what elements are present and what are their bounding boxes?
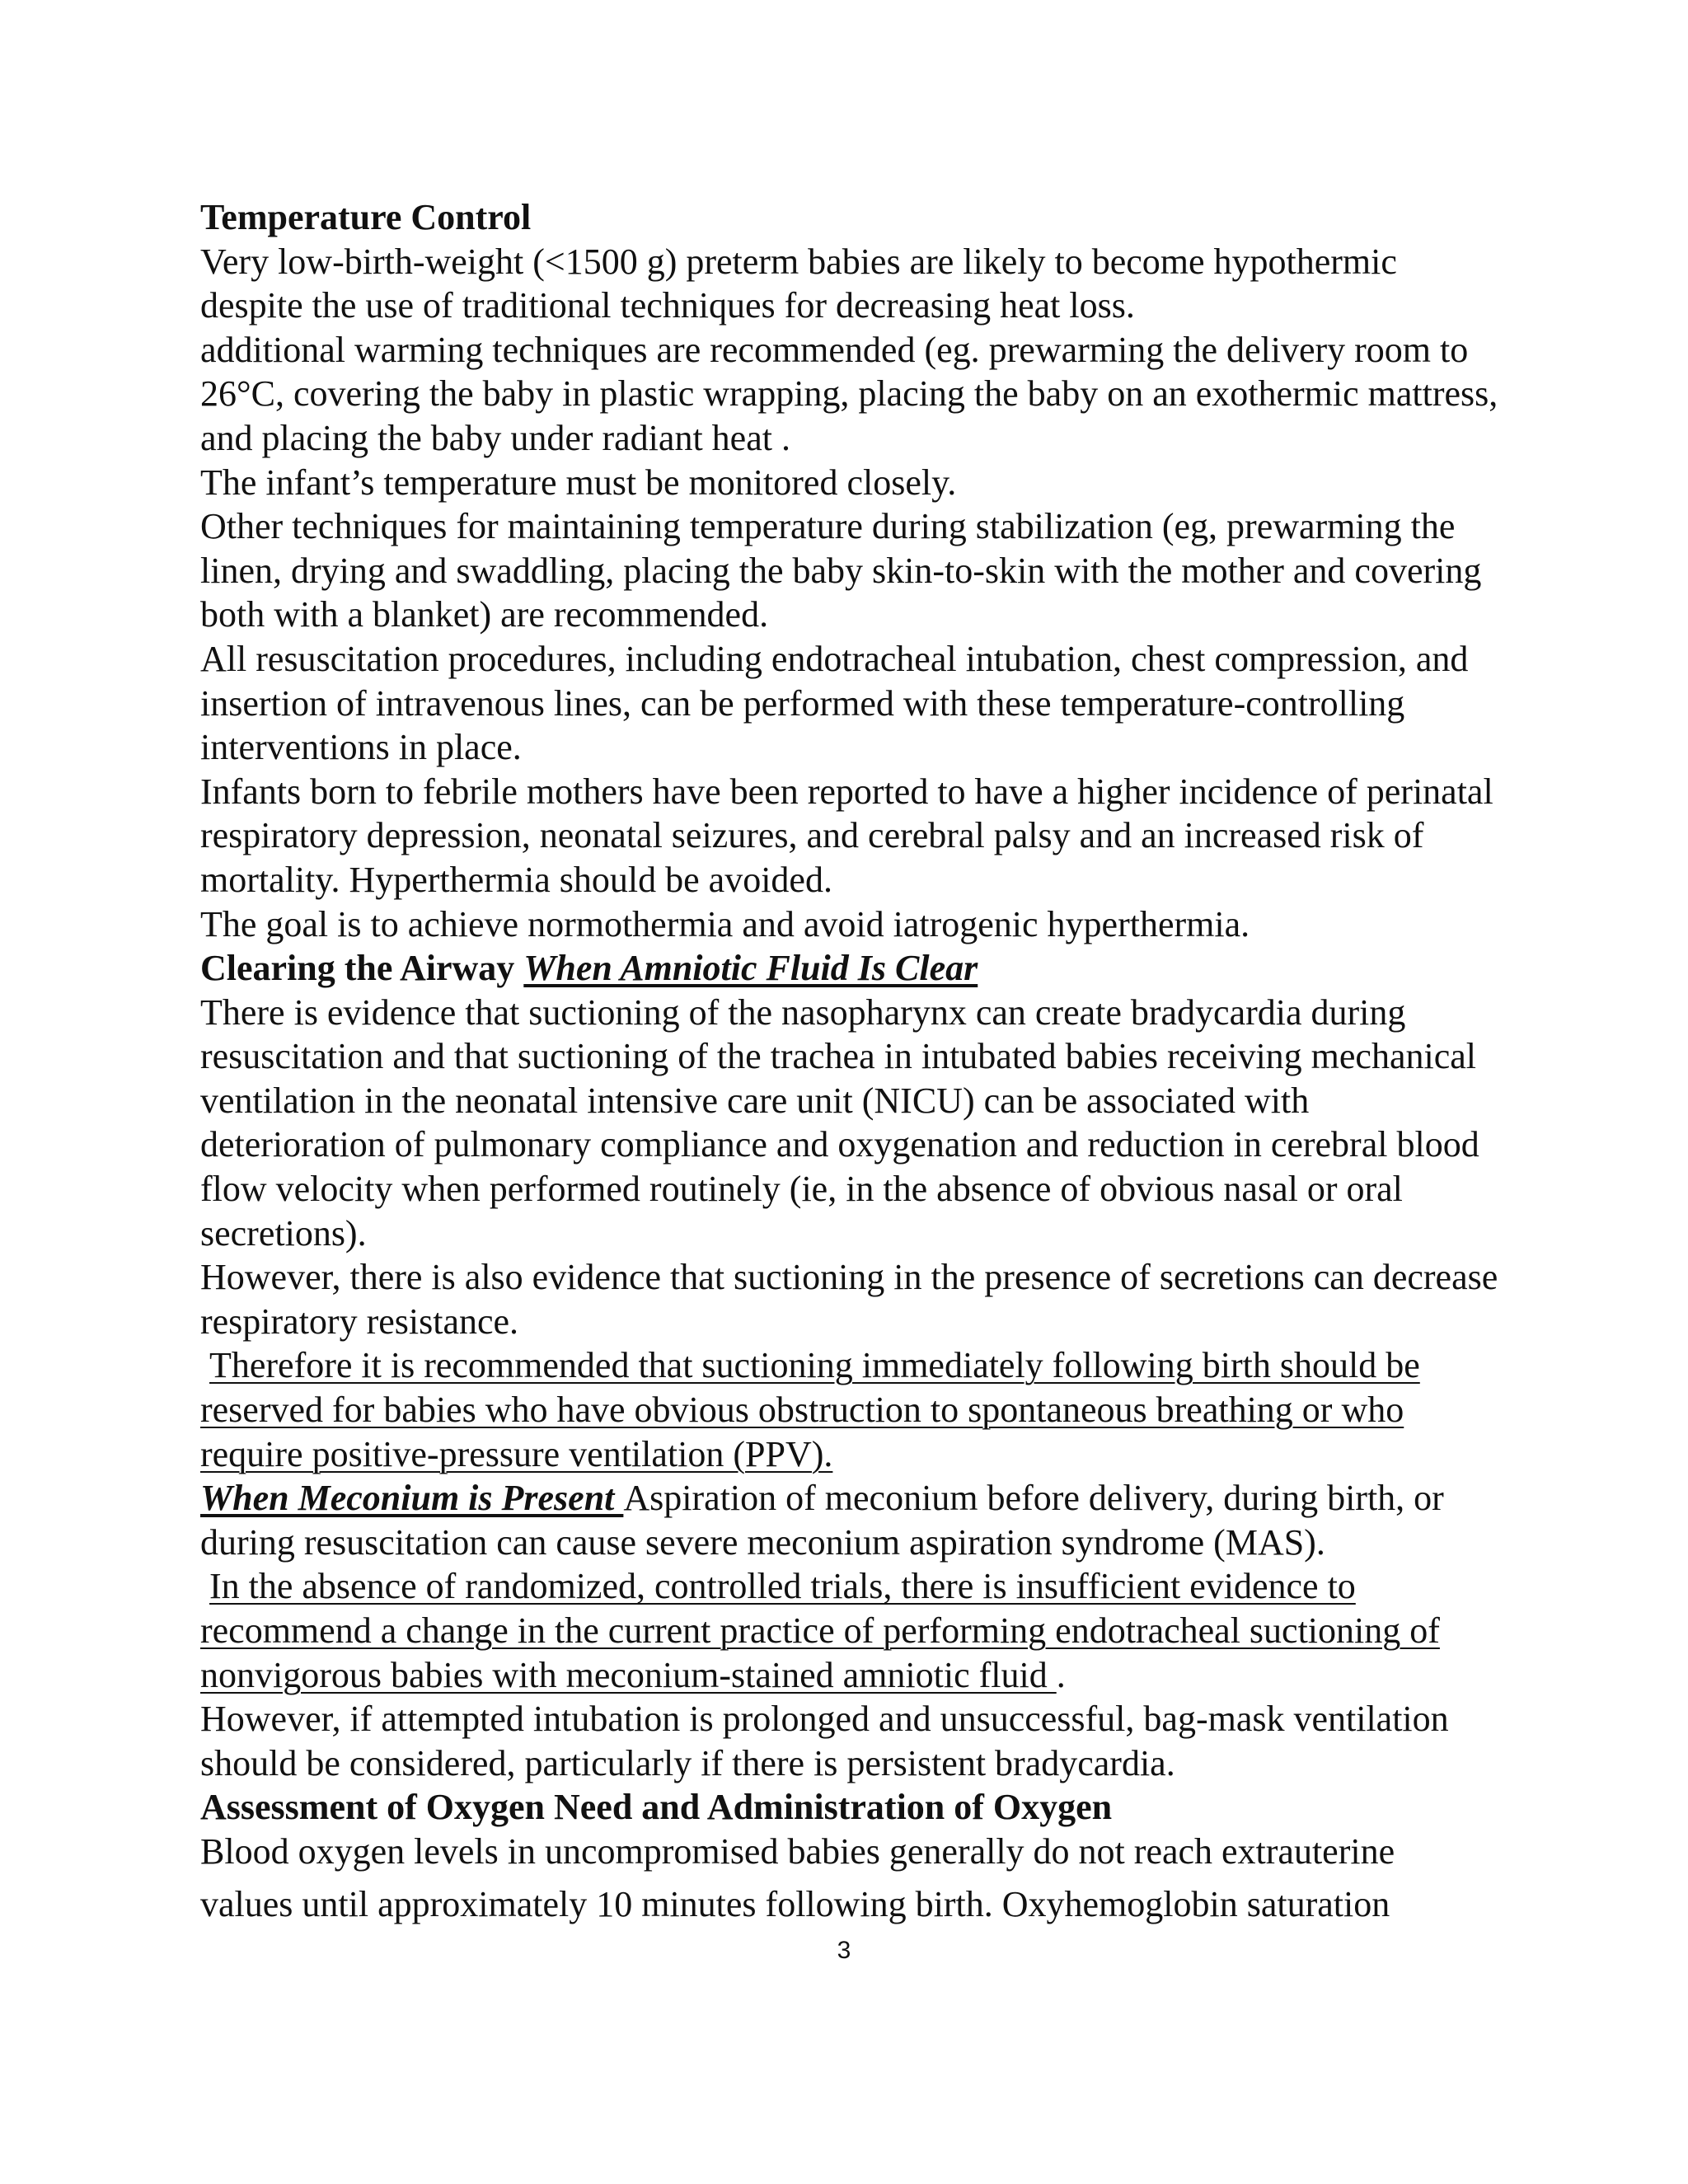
section-heading-clearing-airway-line bbox=[200, 946, 1503, 991]
paragraph: additional warming techniques are recommended (eg. prewarming the delivery room to 26°C, covering the baby in plastic wrapping, placing the baby on an exothermic mattress, and placing the baby under radiant heat . bbox=[200, 329, 1498, 458]
section-heading-oxygen: Assessment of Oxygen Need and Administration of Oxygen bbox=[200, 1787, 1113, 1828]
page-number: 3 bbox=[837, 1937, 851, 1964]
underlined-recommendation-line bbox=[200, 1343, 1503, 1476]
underlined-recommendation: Therefore it is recommended that suctioning immediately following birth should be reserved for babies who have obvious obstruction to spontaneous breathing or who require positive-pressure ventilation (PPV). bbox=[200, 1345, 1420, 1474]
subheading-meconium-present: When Meconium is Present bbox=[200, 1478, 624, 1519]
paragraph: The infant’s temperature must be monitored closely. bbox=[200, 462, 957, 503]
paragraph-line: Blood oxygen levels in uncompromised babies generally do not reach extrauterine bbox=[200, 1830, 1395, 1872]
meconium-text: Aspiration of meconium before delivery, during birth, or during resuscitation can cause severe meconium aspiration syndrome (MAS). bbox=[200, 1478, 1444, 1563]
paragraph: All resuscitation procedures, including endotracheal intubation, chest compression, and insertion of intravenous lines, can be performed with these temperature-controlling interventions in place. bbox=[200, 638, 1469, 768]
paragraph-line: values until approximately 10 minutes following birth. Oxyhemoglobin saturation bbox=[200, 1883, 1390, 1924]
underlined-evidence-line bbox=[200, 1564, 1503, 1697]
evidence-tail: . bbox=[1056, 1654, 1066, 1695]
paragraph: Other techniques for maintaining temperature during stabilization (eg, prewarming the linen, drying and swaddling, placing the baby skin-to-skin with the mother and covering both with a blanket) are recommended. bbox=[200, 506, 1482, 635]
paragraph: However, there is also evidence that suctioning in the presence of secretions can decrease respiratory resistance. bbox=[200, 1257, 1498, 1342]
subheading-amniotic-fluid-clear: When Amniotic Fluid Is Clear bbox=[523, 948, 978, 989]
paragraph: However, if attempted intubation is prolonged and unsuccessful, bag-mask ventilation should be considered, particularly if there is persistent bradycardia. bbox=[200, 1699, 1449, 1783]
paragraph: The goal is to achieve normothermia and avoid iatrogenic hyperthermia. bbox=[200, 903, 1250, 944]
paragraph: There is evidence that suctioning of the nasopharynx can create bradycardia during resuscitation and that suctioning of the trachea in intubated babies receiving mechanical ventilation in the neonatal intensive care unit (NICU) can be associated with deterioration of pulmonary compliance and oxygenation and reduction in cerebral blood flow velocity when performed routinely (ie, in the absence of obvious nasal or oral secretions). bbox=[200, 991, 1479, 1254]
paragraph: Infants born to febrile mothers have been reported to have a higher incidence of perinatal respiratory depression, neonatal seizures, and cerebral palsy and an increased risk of mortality. Hyperthermia should be avoided. bbox=[200, 771, 1493, 900]
paragraph: Very low-birth-weight (<1500 g) preterm babies are likely to become hypothermic despite the use of traditional techniques for decreasing heat loss. bbox=[200, 241, 1397, 326]
section-heading-temperature-control: Temperature Control bbox=[200, 197, 532, 237]
document-body bbox=[200, 195, 1503, 1926]
meconium-paragraph bbox=[200, 1476, 1503, 1564]
section-heading-clearing-airway: Clearing the Airway bbox=[200, 948, 515, 989]
underlined-evidence: In the absence of randomized, controlled trials, there is insufficient evidence to recommend a change in the current practice of performing endotracheal suctioning of nonvigorous babies with meconium-stained amniotic fluid bbox=[200, 1566, 1440, 1695]
